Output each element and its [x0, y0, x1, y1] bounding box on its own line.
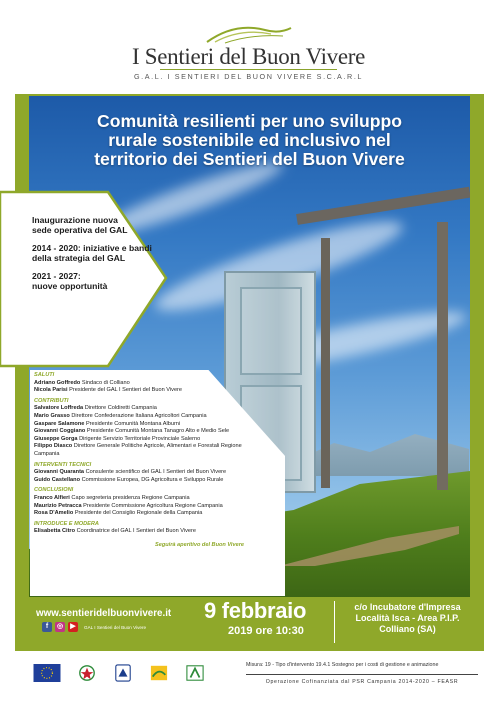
venue-line: Località Isca - Area P.I.P.	[355, 613, 460, 623]
funding-info	[246, 662, 478, 685]
speaker-name: Adriano Goffredo	[34, 379, 81, 386]
programme-row	[34, 421, 284, 429]
headline-line: rurale sostenibile ed inclusivo nel	[108, 130, 391, 150]
event-venue	[340, 602, 475, 635]
programme-section-heading: INTERVENTI TECNICI	[34, 461, 92, 468]
agenda-item-line: sede operativa del GAL	[32, 225, 128, 235]
speaker-role: Capo segreteria presidenza Regione Campania	[71, 494, 190, 501]
sponsor-logos	[32, 664, 206, 682]
funding-measure: Misura: 19 - Tipo d'intervento 19.4.1 Sostegno per i costi di gestione e animazione	[246, 662, 439, 668]
speaker-name: Elisabetta Citro	[34, 528, 76, 535]
closing-note: Seguirà aperitivo del Buon Vivere	[154, 541, 244, 548]
speaker-role: Presidente Commissione Agricoltura Regione Campania	[83, 502, 223, 509]
agenda-item	[32, 243, 162, 263]
speaker-role: Presidente del GAL I Sentieri del Buon Vivere	[69, 387, 183, 394]
speaker-role: Presidente Comunità Montana Tanagro Alto e Medio Sele	[86, 428, 230, 435]
speaker-name: Guido Castellano	[34, 476, 80, 483]
speaker-name: Nicola Parisi	[34, 387, 68, 394]
programme-row	[34, 528, 284, 536]
programme-section-heading: SALUTI	[34, 372, 55, 378]
speaker-name: Gaspare Salamone	[34, 420, 85, 427]
venue-line: c/o Incubatore d'Impresa	[354, 602, 461, 612]
programme-row	[34, 503, 284, 511]
divider	[246, 674, 478, 675]
programme-row	[34, 428, 284, 436]
speaker-role: Presidente Comunità Montana Alburni	[85, 420, 181, 427]
speaker-name: Giuseppe Gorga	[34, 435, 78, 442]
speaker-role: Presidente del Consiglio Regionale della Campania	[74, 510, 203, 517]
speaker-name: Filippo Diasco	[34, 443, 73, 450]
agenda-item-line: 2014 - 2020: iniziative e bandi	[32, 243, 152, 253]
agenda-item-line: nuove opportunità	[32, 281, 108, 291]
speaker-name: Salvatore Loffreda	[34, 405, 84, 412]
door-frame-lintel	[296, 187, 470, 225]
event-time: 2019 ore 10:30	[228, 625, 304, 637]
programme-row	[34, 380, 284, 388]
programme-row	[34, 387, 284, 395]
speaker-role: Dirigente Servizio Territoriale Provinciale Salerno	[79, 435, 201, 442]
header-logo	[0, 0, 497, 92]
speaker-role: Campania	[34, 450, 60, 457]
programme-section-heading: INTRODUCE E MODERA	[34, 520, 99, 527]
logo-divider	[160, 69, 337, 70]
speaker-name: Giovanni Quaranta	[34, 469, 85, 476]
speaker-role: Coordinatrice del GAL I Sentieri del Buon Vivere	[76, 528, 196, 535]
social-links	[42, 622, 146, 632]
speaker-name: Franco Alfieri	[34, 494, 70, 501]
logo-subtitle: G.A.L. I SENTIERI DEL BUON VIVERE S.C.A.R.L	[133, 72, 364, 81]
programme-row	[34, 436, 284, 444]
speaker-role: Consulente scientifico del GAL I Sentieri del Buon Vivere	[85, 469, 227, 476]
speaker-name: Rosa D'Amelio	[34, 510, 74, 517]
funding-cofinance: Operazione Cofinanziata dal PSR Campania 2014-2020 – FEASR	[265, 679, 459, 685]
programme-row	[34, 477, 284, 485]
speaker-name: Maurizio Petracca	[34, 502, 82, 509]
divider	[334, 601, 335, 643]
logo-title: I Sentieri del Buon Vivere	[131, 44, 366, 69]
eu-flag-icon	[32, 664, 62, 682]
agenda-item-line: 2021 - 2027:	[32, 271, 81, 281]
agenda-item-line: Inaugurazione nuova	[32, 215, 118, 225]
speaker-name: Giovanni Coggiano	[34, 428, 86, 435]
event-date: 9 febbraio	[204, 598, 307, 623]
agenda-item	[32, 215, 162, 235]
venue-line: Colliano (SA)	[379, 624, 436, 634]
programme-row	[34, 495, 284, 503]
instagram-icon[interactable]: ◎	[56, 623, 64, 630]
programme-row	[34, 443, 284, 451]
agenda-list	[32, 215, 162, 299]
youtube-icon[interactable]: ▶	[68, 622, 78, 632]
speaker-name: Mario Grasso	[34, 412, 70, 419]
programme-section-heading: CONCLUSIONI	[34, 487, 74, 494]
social-caption: GAL I Sentieri del Buon Vivere	[84, 624, 147, 630]
programme-list	[34, 372, 284, 549]
website-link[interactable]: www.sentieridelbuonvivere.it	[36, 608, 172, 619]
programme-section-heading: CONTRIBUTI	[34, 397, 69, 404]
facebook-icon[interactable]: f	[42, 622, 52, 632]
italy-emblem-icon	[76, 664, 98, 682]
programme-row	[34, 510, 284, 518]
headline-line: Comunità resilienti per uno sviluppo	[97, 111, 402, 131]
programme-row	[34, 413, 284, 421]
gal-logo-icon	[148, 664, 170, 682]
programme-row	[34, 451, 284, 459]
speaker-role: Commissione Europea, DG Agricoltura e Sviluppo Rurale	[81, 476, 224, 483]
speaker-role: Sindaco di Colliano	[81, 379, 130, 386]
programme-row	[34, 405, 284, 413]
speaker-role: Direttore Coldiretti Campania	[84, 405, 157, 412]
campania-region-icon	[112, 664, 134, 682]
hills-logo-icon	[205, 20, 293, 44]
speaker-role: Direttore Generale Politiche Agricole, Alimentari e Forestali Regione	[73, 443, 242, 450]
programme-row	[34, 469, 284, 477]
agenda-item	[32, 271, 162, 291]
door-frame-post	[437, 222, 448, 490]
door-frame-post	[321, 238, 330, 488]
speaker-role: Direttore Confederazione Italiana Agricoltori Campania	[71, 412, 207, 419]
headline-line: territorio dei Sentieri del Buon Vivere	[94, 149, 405, 169]
door-panel	[240, 287, 302, 375]
leader-logo-icon	[184, 664, 206, 682]
agenda-item-line: della strategia del GAL	[32, 253, 126, 263]
poster-headline	[29, 112, 470, 169]
